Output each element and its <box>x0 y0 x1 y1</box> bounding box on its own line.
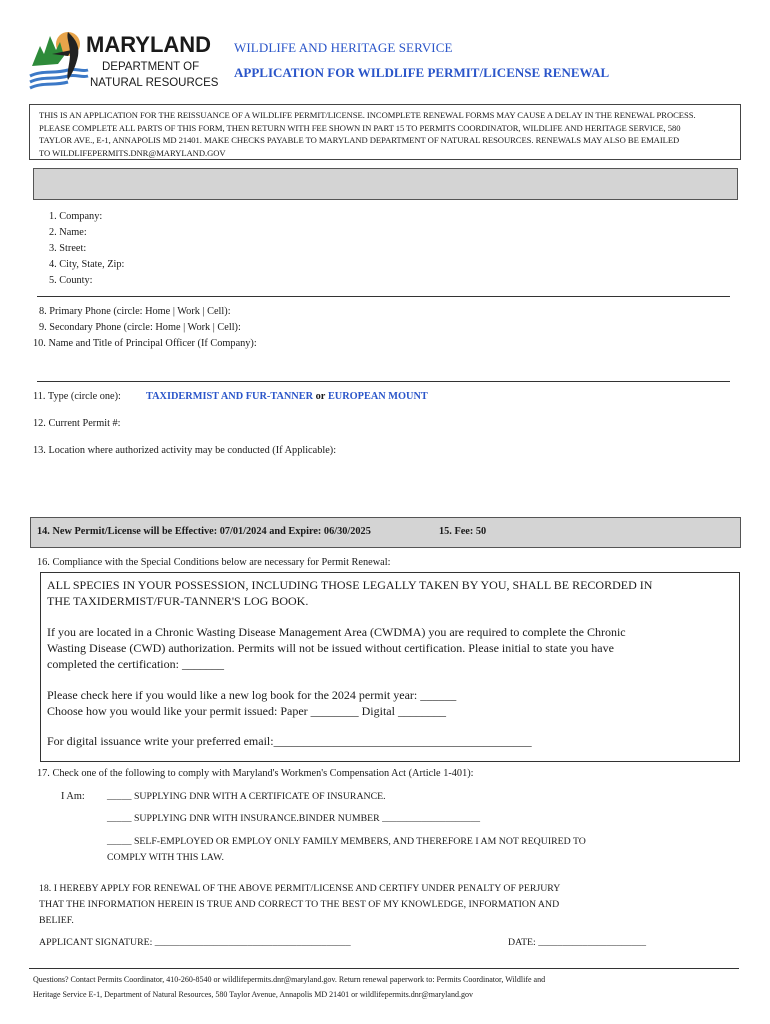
type-option-row <box>146 389 428 405</box>
logo-maryland-text: MARYLAND <box>86 32 212 57</box>
special-conditions-box <box>40 572 740 762</box>
divider <box>37 381 730 382</box>
date-field[interactable]: DATE: ______________________ <box>508 937 646 948</box>
secondary-phone-label[interactable]: 9. Secondary Phone (circle: Home | Work | Cell): <box>39 322 241 333</box>
i-am-label: I Am: <box>61 791 85 802</box>
service-title: WILDLIFE AND HERITAGE SERVICE <box>234 40 453 55</box>
option-self-employed-cont: COMPLY WITH THIS LAW. <box>107 852 224 863</box>
certify-line: THAT THE INFORMATION HEREIN IS TRUE AND CORRECT TO THE BEST OF MY KNOWLEDGE, INFORMATION AND <box>39 899 560 910</box>
compliance-intro: 16. Compliance with the Special Conditions below are necessary for Permit Renewal: <box>37 557 391 568</box>
option-certificate[interactable]: _____ SUPPLYING DNR WITH A CERTIFICATE OF INSURANCE. <box>107 791 386 802</box>
instruction-line: PLEASE COMPLETE ALL PARTS OF THIS FORM, THEN RETURN WITH FEE SHOWN IN PART 15 TO PERMITS COORDINATOR, WILDLIFE AND HERITAGE SERVICE, 580 <box>39 122 681 133</box>
county-field-label[interactable]: 5. County: <box>49 275 93 286</box>
type-option-taxidermist[interactable]: TAXIDERMIST AND FUR-TANNER <box>146 391 314 402</box>
street-field-label[interactable]: 3. Street: <box>49 243 87 254</box>
primary-phone-label[interactable]: 8. Primary Phone (circle: Home | Work | Cell): <box>39 306 231 317</box>
city-field-label[interactable]: 4. City, State, Zip: <box>49 259 125 270</box>
name-field-label[interactable]: 2. Name: <box>49 227 87 238</box>
fee: 15. Fee: 50 <box>439 526 487 537</box>
type-or: or <box>315 391 326 402</box>
type-label: 11. Type (circle one): <box>33 391 121 402</box>
company-field-label[interactable]: 1. Company: <box>49 211 103 222</box>
effective-dates: 14. New Permit/License will be Effective: 07/01/2024 and Expire: 06/30/2025 <box>37 526 371 537</box>
option-self-employed[interactable]: _____ SELF-EMPLOYED OR EMPLOY ONLY FAMILY MEMBERS, AND THEREFORE I AM NOT REQUIRED TO <box>107 836 586 847</box>
instruction-line: TAYLOR AVE., E-1, ANNAPOLIS MD 21401. MAKE CHECKS PAYABLE TO MARYLAND DEPARTMENT OF NATURAL RESOURCES. RENEWALS MAY ALSO BE EMAILED <box>39 135 680 146</box>
footer-line: Questions? Contact Permits Coordinator, 410-260-8540 or wildlifepermits.dnr@maryland.gov. Return renewal paperwork to: Permits Coordinator, Wildlife and <box>33 975 546 984</box>
logo-dept-line1: DEPARTMENT OF <box>102 61 200 73</box>
footer-divider <box>29 968 739 969</box>
logo-dept-line2: NATURAL RESOURCES <box>90 77 219 89</box>
certify-line: BELIEF. <box>39 915 74 926</box>
footer-line: Heritage Service E-1, Department of Natural Resources, 580 Taylor Avenue, Annapolis MD 21401 or wildlifepermits.dnr@maryland.gov <box>33 990 473 999</box>
type-option-european-mount[interactable]: EUROPEAN MOUNT <box>327 391 428 402</box>
condition-line: ALL SPECIES IN YOUR POSSESSION, INCLUDING THOSE LEGALLY TAKEN BY YOU, SHALL BE RECORDED IN <box>47 578 653 592</box>
maryland-dnr-logo <box>28 24 220 96</box>
current-permit-label[interactable]: 12. Current Permit #: <box>33 418 121 429</box>
instruction-line: THIS IS AN APPLICATION FOR THE REISSUANCE OF A WILDLIFE PERMIT/LICENSE. INCOMPLETE RENEWAL FORMS MAY CAUSE A DELAY IN THE RENEWAL PROCESS. <box>39 110 696 120</box>
form-title: APPLICATION FOR WILDLIFE PERMIT/LICENSE RENEWAL <box>234 65 610 80</box>
log-book-field[interactable]: Please check here if you would like a new log book for the 2024 permit year: ______ <box>47 688 457 702</box>
divider <box>37 296 730 297</box>
email-field[interactable]: For digital issuance write your preferred email:___________________________________________ <box>47 734 532 748</box>
condition-line: THE TAXIDERMIST/FUR-TANNER'S LOG BOOK. <box>47 594 309 608</box>
header-shaded-bar <box>33 168 738 200</box>
condition-line: Wasting Disease (CWD) authorization. Permits will not be issued without certification. Please initial to state you have <box>47 641 614 655</box>
instruction-line: TO WILDLIFEPERMITS.DNR@MARYLAND.GOV <box>39 147 226 158</box>
certify-line: 18. I HEREBY APPLY FOR RENEWAL OF THE ABOVE PERMIT/LICENSE AND CERTIFY UNDER PENALTY OF PERJURY <box>39 883 561 894</box>
instructions-box <box>29 104 741 160</box>
permit-effective-bar <box>30 517 741 548</box>
location-label[interactable]: 13. Location where authorized activity may be conducted (If Applicable): <box>33 445 337 456</box>
option-binder[interactable]: _____ SUPPLYING DNR WITH INSURANCE.BINDER NUMBER ____________________ <box>107 813 481 824</box>
cwd-initial-field[interactable]: completed the certification: _______ <box>47 657 224 671</box>
workers-comp-intro: 17. Check one of the following to comply with Maryland's Workmen's Compensation Act (Article 1-401): <box>37 768 474 779</box>
principal-officer-label[interactable]: 10. Name and Title of Principal Officer (If Company): <box>33 338 257 349</box>
signature-field[interactable]: APPLICANT SIGNATURE: ________________________________________ <box>39 937 351 948</box>
condition-line: If you are located in a Chronic Wasting Disease Management Area (CWDMA) you are required to complete the Chronic <box>47 625 626 639</box>
issuance-choice-field[interactable]: Choose how you would like your permit issued: Paper ________ Digital ________ <box>47 704 446 718</box>
